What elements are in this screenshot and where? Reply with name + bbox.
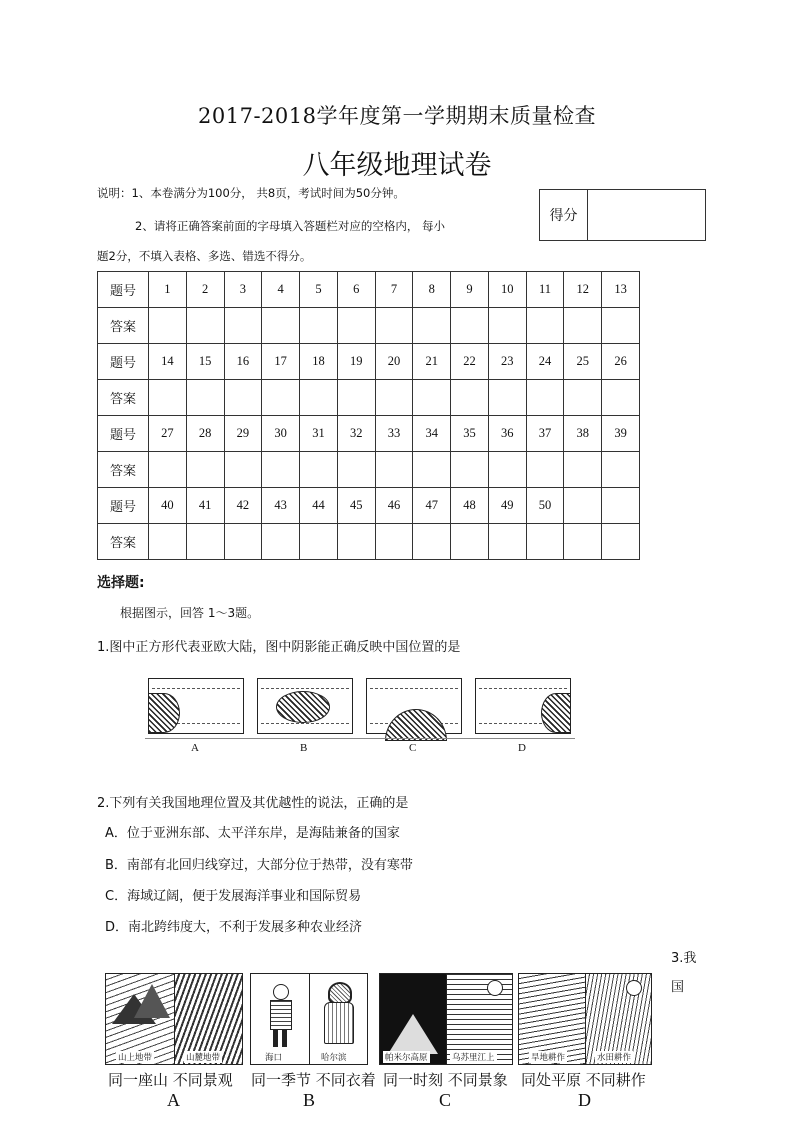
question-1-stem: 1.图中正方形代表亚欧大陆，图中阴影能正确反映中国位置的是 <box>97 640 461 655</box>
answer-cell[interactable] <box>526 308 564 344</box>
answer-row <box>98 452 640 488</box>
answer-cell[interactable] <box>413 308 451 344</box>
option-d-map <box>475 678 571 734</box>
question-number-cell: 40 <box>149 488 187 524</box>
question-number-cell: 49 <box>488 488 526 524</box>
question-3-stem-part2: 国 <box>671 980 685 995</box>
picture-c <box>379 973 513 1065</box>
answer-cell[interactable] <box>262 452 300 488</box>
picture-b <box>250 973 368 1065</box>
question-number-cell: 2 <box>186 272 224 308</box>
answer-cell[interactable] <box>262 524 300 560</box>
answer-cell[interactable] <box>337 308 375 344</box>
question-number-cell: 46 <box>375 488 413 524</box>
answer-cell[interactable] <box>224 524 262 560</box>
question-number-cell: 47 <box>413 488 451 524</box>
picture-b-right-caption: 哈尔滨 <box>321 1053 347 1063</box>
question-number-cell: 11 <box>526 272 564 308</box>
option-b-map <box>257 678 353 734</box>
question-number-cell: 34 <box>413 416 451 452</box>
answer-cell[interactable] <box>224 380 262 416</box>
answer-cell[interactable] <box>413 452 451 488</box>
answer-cell[interactable] <box>149 308 187 344</box>
row-label-number: 题号 <box>98 488 149 524</box>
answer-cell[interactable] <box>337 380 375 416</box>
answer-cell[interactable] <box>564 308 602 344</box>
answer-cell[interactable] <box>602 308 640 344</box>
picture-c-left-caption: 帕米尔高原 <box>385 1053 428 1063</box>
score-field[interactable] <box>588 190 705 240</box>
answer-cell[interactable] <box>413 380 451 416</box>
answer-cell[interactable] <box>300 452 338 488</box>
answer-cell[interactable] <box>186 524 224 560</box>
question-number-cell: 43 <box>262 488 300 524</box>
answer-cell[interactable] <box>224 452 262 488</box>
question-number-cell: 4 <box>262 272 300 308</box>
question-number-cell: 15 <box>186 344 224 380</box>
answer-cell[interactable] <box>375 452 413 488</box>
row-label-answer: 答案 <box>98 308 149 344</box>
question-3-stem-part1: 3.我 <box>671 951 697 966</box>
picture-c-right-caption: 乌苏里江上 <box>452 1053 495 1063</box>
row-label-answer: 答案 <box>98 380 149 416</box>
question-number-cell: 19 <box>337 344 375 380</box>
question-number-cell: 22 <box>451 344 489 380</box>
question-number-cell <box>602 488 640 524</box>
question-number-cell: 1 <box>149 272 187 308</box>
question-number-cell: 28 <box>186 416 224 452</box>
answer-cell[interactable] <box>149 452 187 488</box>
row-label-number: 题号 <box>98 272 149 308</box>
answer-cell[interactable] <box>602 380 640 416</box>
option-d-label: D <box>518 742 526 754</box>
answer-cell[interactable] <box>337 452 375 488</box>
exam-title: 2017-2018学年度第一学期期末质量检查 <box>198 104 596 128</box>
question-2-choice-c: C．海域辽阔，便于发展海洋事业和国际贸易 <box>105 889 362 904</box>
picture-d-caption: 同处平原 不同耕作 <box>521 1071 646 1089</box>
question-number-cell: 13 <box>602 272 640 308</box>
answer-cell[interactable] <box>488 380 526 416</box>
question-number-row <box>98 272 640 308</box>
answer-cell[interactable] <box>602 452 640 488</box>
question-number-cell: 21 <box>413 344 451 380</box>
row-label-answer: 答案 <box>98 524 149 560</box>
answer-cell[interactable] <box>451 380 489 416</box>
question-2-choice-d: D．南北跨纬度大，不利于发展多种农业经济 <box>105 920 363 935</box>
answer-cell[interactable] <box>451 452 489 488</box>
question-number-cell: 7 <box>375 272 413 308</box>
question-number-cell: 30 <box>262 416 300 452</box>
answer-cell[interactable] <box>262 380 300 416</box>
question-number-cell <box>564 488 602 524</box>
question-number-cell: 14 <box>149 344 187 380</box>
question-2-choice-b: B．南部有北回归线穿过，大部分位于热带，没有寒带 <box>105 858 413 873</box>
answer-cell[interactable] <box>564 380 602 416</box>
answer-row <box>98 380 640 416</box>
picture-d-right-caption: 水田耕作 <box>597 1053 632 1063</box>
question-number-cell: 35 <box>451 416 489 452</box>
picture-d-letter: D <box>578 1090 591 1110</box>
answer-cell[interactable] <box>451 308 489 344</box>
row-label-number: 题号 <box>98 416 149 452</box>
answer-cell[interactable] <box>300 308 338 344</box>
answer-cell[interactable] <box>300 380 338 416</box>
answer-cell[interactable] <box>186 452 224 488</box>
section-title: 选择题: <box>97 575 145 591</box>
answer-cell[interactable] <box>375 308 413 344</box>
question-number-cell: 5 <box>300 272 338 308</box>
answer-table <box>97 271 640 560</box>
answer-cell[interactable] <box>488 452 526 488</box>
question-number-cell: 9 <box>451 272 489 308</box>
answer-cell[interactable] <box>564 452 602 488</box>
answer-cell[interactable] <box>224 308 262 344</box>
option-c-map <box>366 678 462 734</box>
row-label-number: 题号 <box>98 344 149 380</box>
question-number-cell: 39 <box>602 416 640 452</box>
question-number-cell: 10 <box>488 272 526 308</box>
answer-row <box>98 308 640 344</box>
question-number-cell: 18 <box>300 344 338 380</box>
instruction-line-1: 说明：1、本卷满分为100分， 共8页，考试时间为50分钟。 <box>97 186 405 200</box>
question-number-cell: 23 <box>488 344 526 380</box>
answer-cell[interactable] <box>300 524 338 560</box>
question-number-cell: 44 <box>300 488 338 524</box>
answer-cell[interactable] <box>602 524 640 560</box>
exam-subtitle: 八年级地理试卷 <box>302 150 492 181</box>
picture-a-letter: A <box>167 1090 180 1110</box>
score-label: 得分 <box>540 190 588 240</box>
question-number-cell: 36 <box>488 416 526 452</box>
answer-cell[interactable] <box>526 380 564 416</box>
answer-cell[interactable] <box>451 524 489 560</box>
question-number-cell: 26 <box>602 344 640 380</box>
question-number-cell: 48 <box>451 488 489 524</box>
question-number-cell: 27 <box>149 416 187 452</box>
question-number-cell: 3 <box>224 272 262 308</box>
answer-cell[interactable] <box>149 380 187 416</box>
picture-a-right-caption: 山麓地带 <box>186 1053 221 1063</box>
question-number-cell: 31 <box>300 416 338 452</box>
answer-cell[interactable] <box>375 524 413 560</box>
answer-cell[interactable] <box>526 452 564 488</box>
section-intro: 根据图示，回答 1～3题。 <box>120 606 260 620</box>
instruction-line-3: 题2分，不填入表格、多选、错选不得分。 <box>97 249 312 263</box>
question-number-cell: 32 <box>337 416 375 452</box>
question-2-choice-a: A．位于亚洲东部、太平洋东岸，是海陆兼备的国家 <box>105 826 400 841</box>
question-number-cell: 45 <box>337 488 375 524</box>
question-number-cell: 25 <box>564 344 602 380</box>
answer-cell[interactable] <box>488 524 526 560</box>
answer-row <box>98 524 640 560</box>
question-number-cell: 29 <box>224 416 262 452</box>
question-number-cell: 50 <box>526 488 564 524</box>
answer-cell[interactable] <box>186 308 224 344</box>
question-number-cell: 16 <box>224 344 262 380</box>
option-a-label: A <box>191 742 199 754</box>
question-number-cell: 37 <box>526 416 564 452</box>
answer-cell[interactable] <box>262 308 300 344</box>
question-number-row <box>98 416 640 452</box>
answer-cell[interactable] <box>564 524 602 560</box>
answer-cell[interactable] <box>488 308 526 344</box>
question-number-cell: 38 <box>564 416 602 452</box>
picture-a-left-caption: 山上地带 <box>118 1053 153 1063</box>
answer-cell[interactable] <box>375 380 413 416</box>
answer-cell[interactable] <box>526 524 564 560</box>
question-number-row <box>98 344 640 380</box>
picture-b-caption: 同一季节 不同衣着 <box>251 1071 376 1089</box>
answer-cell[interactable] <box>413 524 451 560</box>
row-label-answer: 答案 <box>98 452 149 488</box>
answer-cell[interactable] <box>337 524 375 560</box>
picture-c-letter: C <box>439 1090 452 1110</box>
picture-a <box>105 973 243 1065</box>
question-number-cell: 20 <box>375 344 413 380</box>
question-number-cell: 41 <box>186 488 224 524</box>
question-number-cell: 6 <box>337 272 375 308</box>
question-number-cell: 42 <box>224 488 262 524</box>
picture-d-left-caption: 旱地耕作 <box>531 1053 566 1063</box>
question-1-figure <box>145 672 575 762</box>
figure-baseline <box>145 738 575 739</box>
question-number-row <box>98 488 640 524</box>
question-2-stem: 2.下列有关我国地理位置及其优越性的说法，正确的是 <box>97 796 409 811</box>
option-a-map <box>148 678 244 734</box>
instruction-line-2: 2、请将正确答案前面的字母填入答题栏对应的空格内， 每小 <box>135 219 445 233</box>
picture-d <box>518 973 652 1065</box>
option-c-label: C <box>409 742 417 754</box>
question-number-cell: 17 <box>262 344 300 380</box>
question-number-cell: 24 <box>526 344 564 380</box>
picture-b-left-caption: 海口 <box>265 1053 283 1063</box>
question-number-cell: 8 <box>413 272 451 308</box>
option-b-label: B <box>300 742 308 754</box>
question-number-cell: 12 <box>564 272 602 308</box>
picture-a-caption: 同一座山 不同景观 <box>108 1071 233 1089</box>
answer-cell[interactable] <box>149 524 187 560</box>
picture-c-caption: 同一时刻 不同景象 <box>383 1071 508 1089</box>
picture-b-letter: B <box>303 1090 316 1110</box>
answer-cell[interactable] <box>186 380 224 416</box>
question-number-cell: 33 <box>375 416 413 452</box>
score-box <box>539 189 706 241</box>
